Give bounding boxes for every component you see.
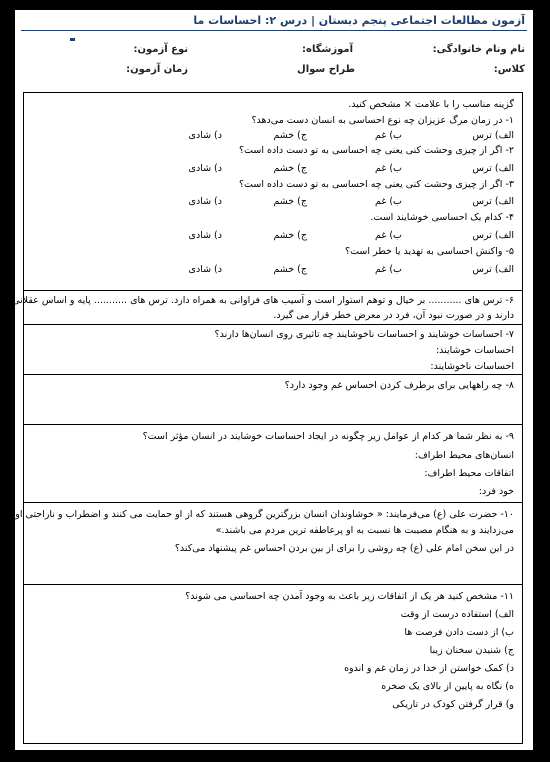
mcq-2-option-c[interactable]: ج) خشم [273, 163, 307, 174]
q11-item: ج) شنیدن سخنان زیبا [429, 645, 514, 656]
mcq-4-option-c[interactable]: ج) خشم [273, 230, 307, 241]
q10-line-3: در این سخن امام علی (ع) چه روشی را برای از بین بردن احساس غم پیشنهاد می‌کند؟ [174, 543, 514, 554]
q10-line-2: می‌زدایند و به هنگام مصیبت ها نسبت به او پرعاطفه ترین مردم می باشند.» [215, 525, 514, 536]
mcq-3-option-b[interactable]: ب) غم [375, 196, 402, 207]
mcq-3-option-d[interactable]: د) شادی [188, 196, 222, 207]
mcq-1-option-b[interactable]: ب) غم [375, 130, 402, 141]
mcq-2-option-d[interactable]: د) شادی [188, 163, 222, 174]
exam-header [15, 10, 533, 90]
mcq-section [24, 93, 522, 291]
q9-environment-label: انسان‌های محیط اطراف: [414, 450, 514, 461]
mcq-3-question: ۳- اگر از چیزی وحشت کنی یعنی چه احساسی به تو دست داده است؟ [238, 179, 514, 190]
mcq-4-option-d[interactable]: د) شادی [188, 230, 222, 241]
q7-section [24, 325, 522, 375]
name-label: نام ونام خانوادگی: [432, 44, 525, 55]
q9-events-label: اتفاقات محیط اطراف: [424, 468, 514, 479]
class-label: کلاس: [493, 64, 525, 75]
header-divider [21, 30, 527, 31]
mcq-1-option-c[interactable]: ج) خشم [273, 130, 307, 141]
school-label: آموزشگاه: [302, 44, 353, 55]
questions-table [5, 92, 523, 744]
q8-section [24, 375, 522, 425]
q6-section [12, 291, 522, 325]
q11-section [24, 585, 522, 742]
mcq-1-option-d[interactable]: د) شادی [188, 130, 222, 141]
q7-unpleasant-label: احساسات ناخوشایند: [430, 361, 514, 372]
mcq-2-option-a[interactable]: الف) ترس [472, 163, 514, 174]
exam-title: آزمون مطالعات اجتماعی پنجم دبستان | درس ۲: احساسات ما [193, 14, 525, 27]
q9-question: ۹- به نظر شما هر کدام از عوامل زیر چگونه در ایجاد احساسات خوشایند در انسان مؤثر است؟ [142, 431, 514, 442]
mcq-4-option-b[interactable]: ب) غم [375, 230, 402, 241]
mcq-5-option-d[interactable]: د) شادی [188, 264, 222, 275]
mcq-3-option-c[interactable]: ج) خشم [273, 196, 307, 207]
q6-line-1: ۶- ترس های ........... بر خیال و توهم استوار است و آسیب های فراوانی به همراه دارد. ترس های ........... پایه و اساس عقلانی [12, 295, 514, 306]
q11-item: ب) از دست دادن فرصت ها [404, 627, 514, 638]
q11-question: ۱۱- مشخص کنید هر یک از اتفاقات زیر باعث به وجود آمدن چه احساسی می شوند؟ [185, 591, 514, 602]
exam-time-label: زمان آزمون: [126, 64, 188, 75]
mcq-5-option-a[interactable]: الف) ترس [472, 264, 514, 275]
q6-line-2: دارند و در صورت نبود آن، فرد در معرض خطر قرار می گیرد. [273, 310, 514, 321]
q7-question: ۷- احساسات خوشایند و احساسات ناخوشایند چه تاثیری روی انسان‌ها دارند؟ [214, 329, 514, 340]
q10-line-1: ۱۰- حضرت علی (ع) می‌فرمایند: « خوشاوندان انسان بزرگترین گروهی هستند که از او حمایت می کنند و اضطراب و ناراحتی او را [5, 509, 514, 520]
q8-question: ۸- چه راههایی برای برطرف کردن احساس غم وجود دارد؟ [284, 380, 514, 391]
q7-pleasant-label: احساسات خوشایند: [435, 345, 514, 356]
mcq-5-option-b[interactable]: ب) غم [375, 264, 402, 275]
designer-label: طراح سوال [297, 64, 355, 75]
q11-item: د) کمک خواستن از خدا در زمان غم و اندوه [344, 663, 514, 674]
mcq-2-option-b[interactable]: ب) غم [375, 163, 402, 174]
mcq-1-question: ۱- در زمان مرگ عزیزان چه نوع احساسی به انسان دست می‌دهد؟ [251, 115, 514, 126]
q11-item: الف) استفاده درست از وقت [400, 609, 514, 620]
exam-sheet [5, 10, 533, 750]
mcq-5-option-c[interactable]: ج) خشم [273, 264, 307, 275]
exam-type-label: نوع آزمون: [133, 44, 188, 55]
mcq-3-option-a[interactable]: الف) ترس [472, 196, 514, 207]
mcq-5-question: ۵- واکنش احساسی به تهدید یا خطر است؟ [345, 246, 514, 257]
mcq-4-question: ۴- کدام یک احساسی خوشایند است. [370, 212, 514, 223]
q10-section [5, 503, 522, 585]
q11-item: ه) نگاه به پایین از بالای یک صخره [381, 681, 514, 692]
q9-section [24, 425, 522, 503]
instruction: گزینه مناسب را با علامت × مشخص کنید. [348, 99, 514, 110]
q9-self-label: خود فرد: [478, 486, 514, 497]
mcq-1-option-a[interactable]: الف) ترس [472, 130, 514, 141]
mcq-2-question: ۲- اگر از چیزی وحشت کنی یعنی چه احساسی به تو دست داده است؟ [238, 145, 514, 156]
header-mark [70, 38, 75, 41]
q11-item: و) قرار گرفتن کودک در تاریکی [392, 699, 514, 710]
mcq-4-option-a[interactable]: الف) ترس [472, 230, 514, 241]
